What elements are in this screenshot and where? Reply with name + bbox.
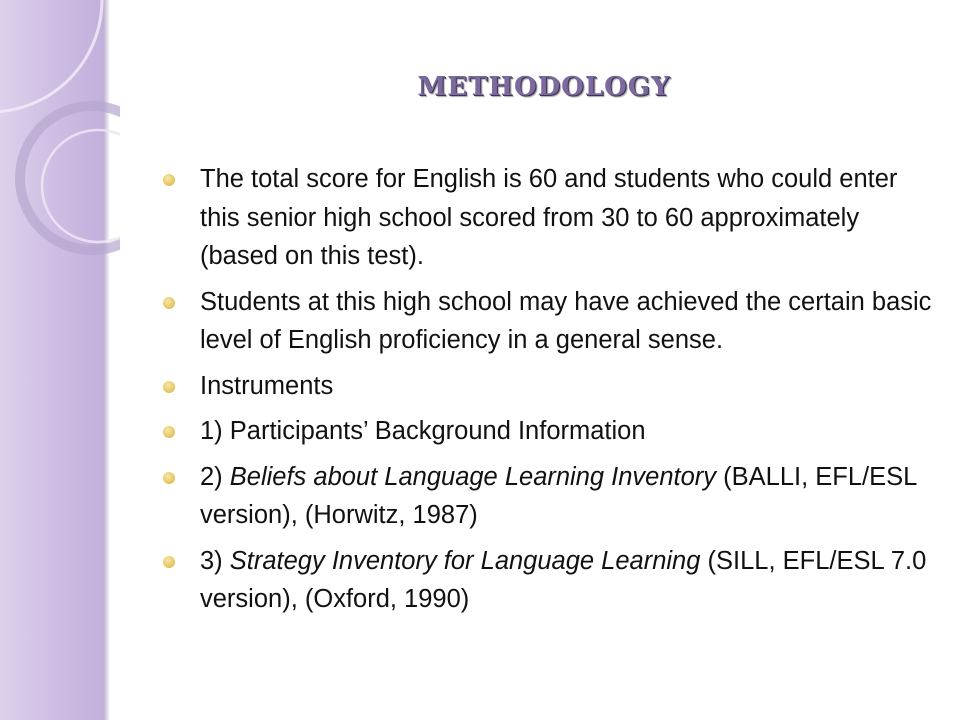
bullet-item-total-score xyxy=(163,160,933,276)
bullet-dot-icon xyxy=(163,426,175,438)
bullet-suffix: (BALLI, EFL/ESL version), (Horwitz, 1987) xyxy=(200,462,917,529)
bullet-suffix: (SILL, EFL/ESL 7.0 version), (Oxford, 1990) xyxy=(200,546,927,613)
bullet-dot-icon xyxy=(163,472,175,484)
decorative-circle-inner xyxy=(42,130,120,242)
bullet-item-background-info xyxy=(163,412,933,451)
bullet-text: Students at this high school may have achieved the certain basic level of English proficiency in a general sense. xyxy=(200,287,932,354)
bullet-dot-icon xyxy=(163,381,175,393)
bullet-dot-icon xyxy=(163,297,175,309)
bullet-dot-icon xyxy=(163,556,175,568)
decorative-circles xyxy=(0,0,120,720)
bullet-italic-title: Strategy Inventory for Language Learning xyxy=(229,546,701,575)
bullet-text: 1) Participants’ Background Information xyxy=(200,417,646,445)
decorative-circle-outer xyxy=(20,106,120,250)
bullet-item-proficiency xyxy=(163,283,933,360)
bullet-italic-title: Beliefs about Language Learning Inventory xyxy=(229,462,717,491)
bullet-text: Instruments xyxy=(200,371,334,400)
slide-title: METHODOLOGY xyxy=(417,72,671,102)
bullet-prefix: 3) xyxy=(200,546,230,575)
bullet-item-sill xyxy=(163,542,933,619)
bullet-dot-icon xyxy=(163,174,175,186)
bullet-item-balli xyxy=(163,458,933,535)
bullet-text: The total score for English is 60 and students who could enter this senior high school scored from 30 to 60 approximately (based on this test). xyxy=(200,165,898,270)
bullet-list xyxy=(163,160,933,626)
bullet-prefix: 2) xyxy=(200,462,230,491)
bullet-item-instruments xyxy=(163,367,933,406)
